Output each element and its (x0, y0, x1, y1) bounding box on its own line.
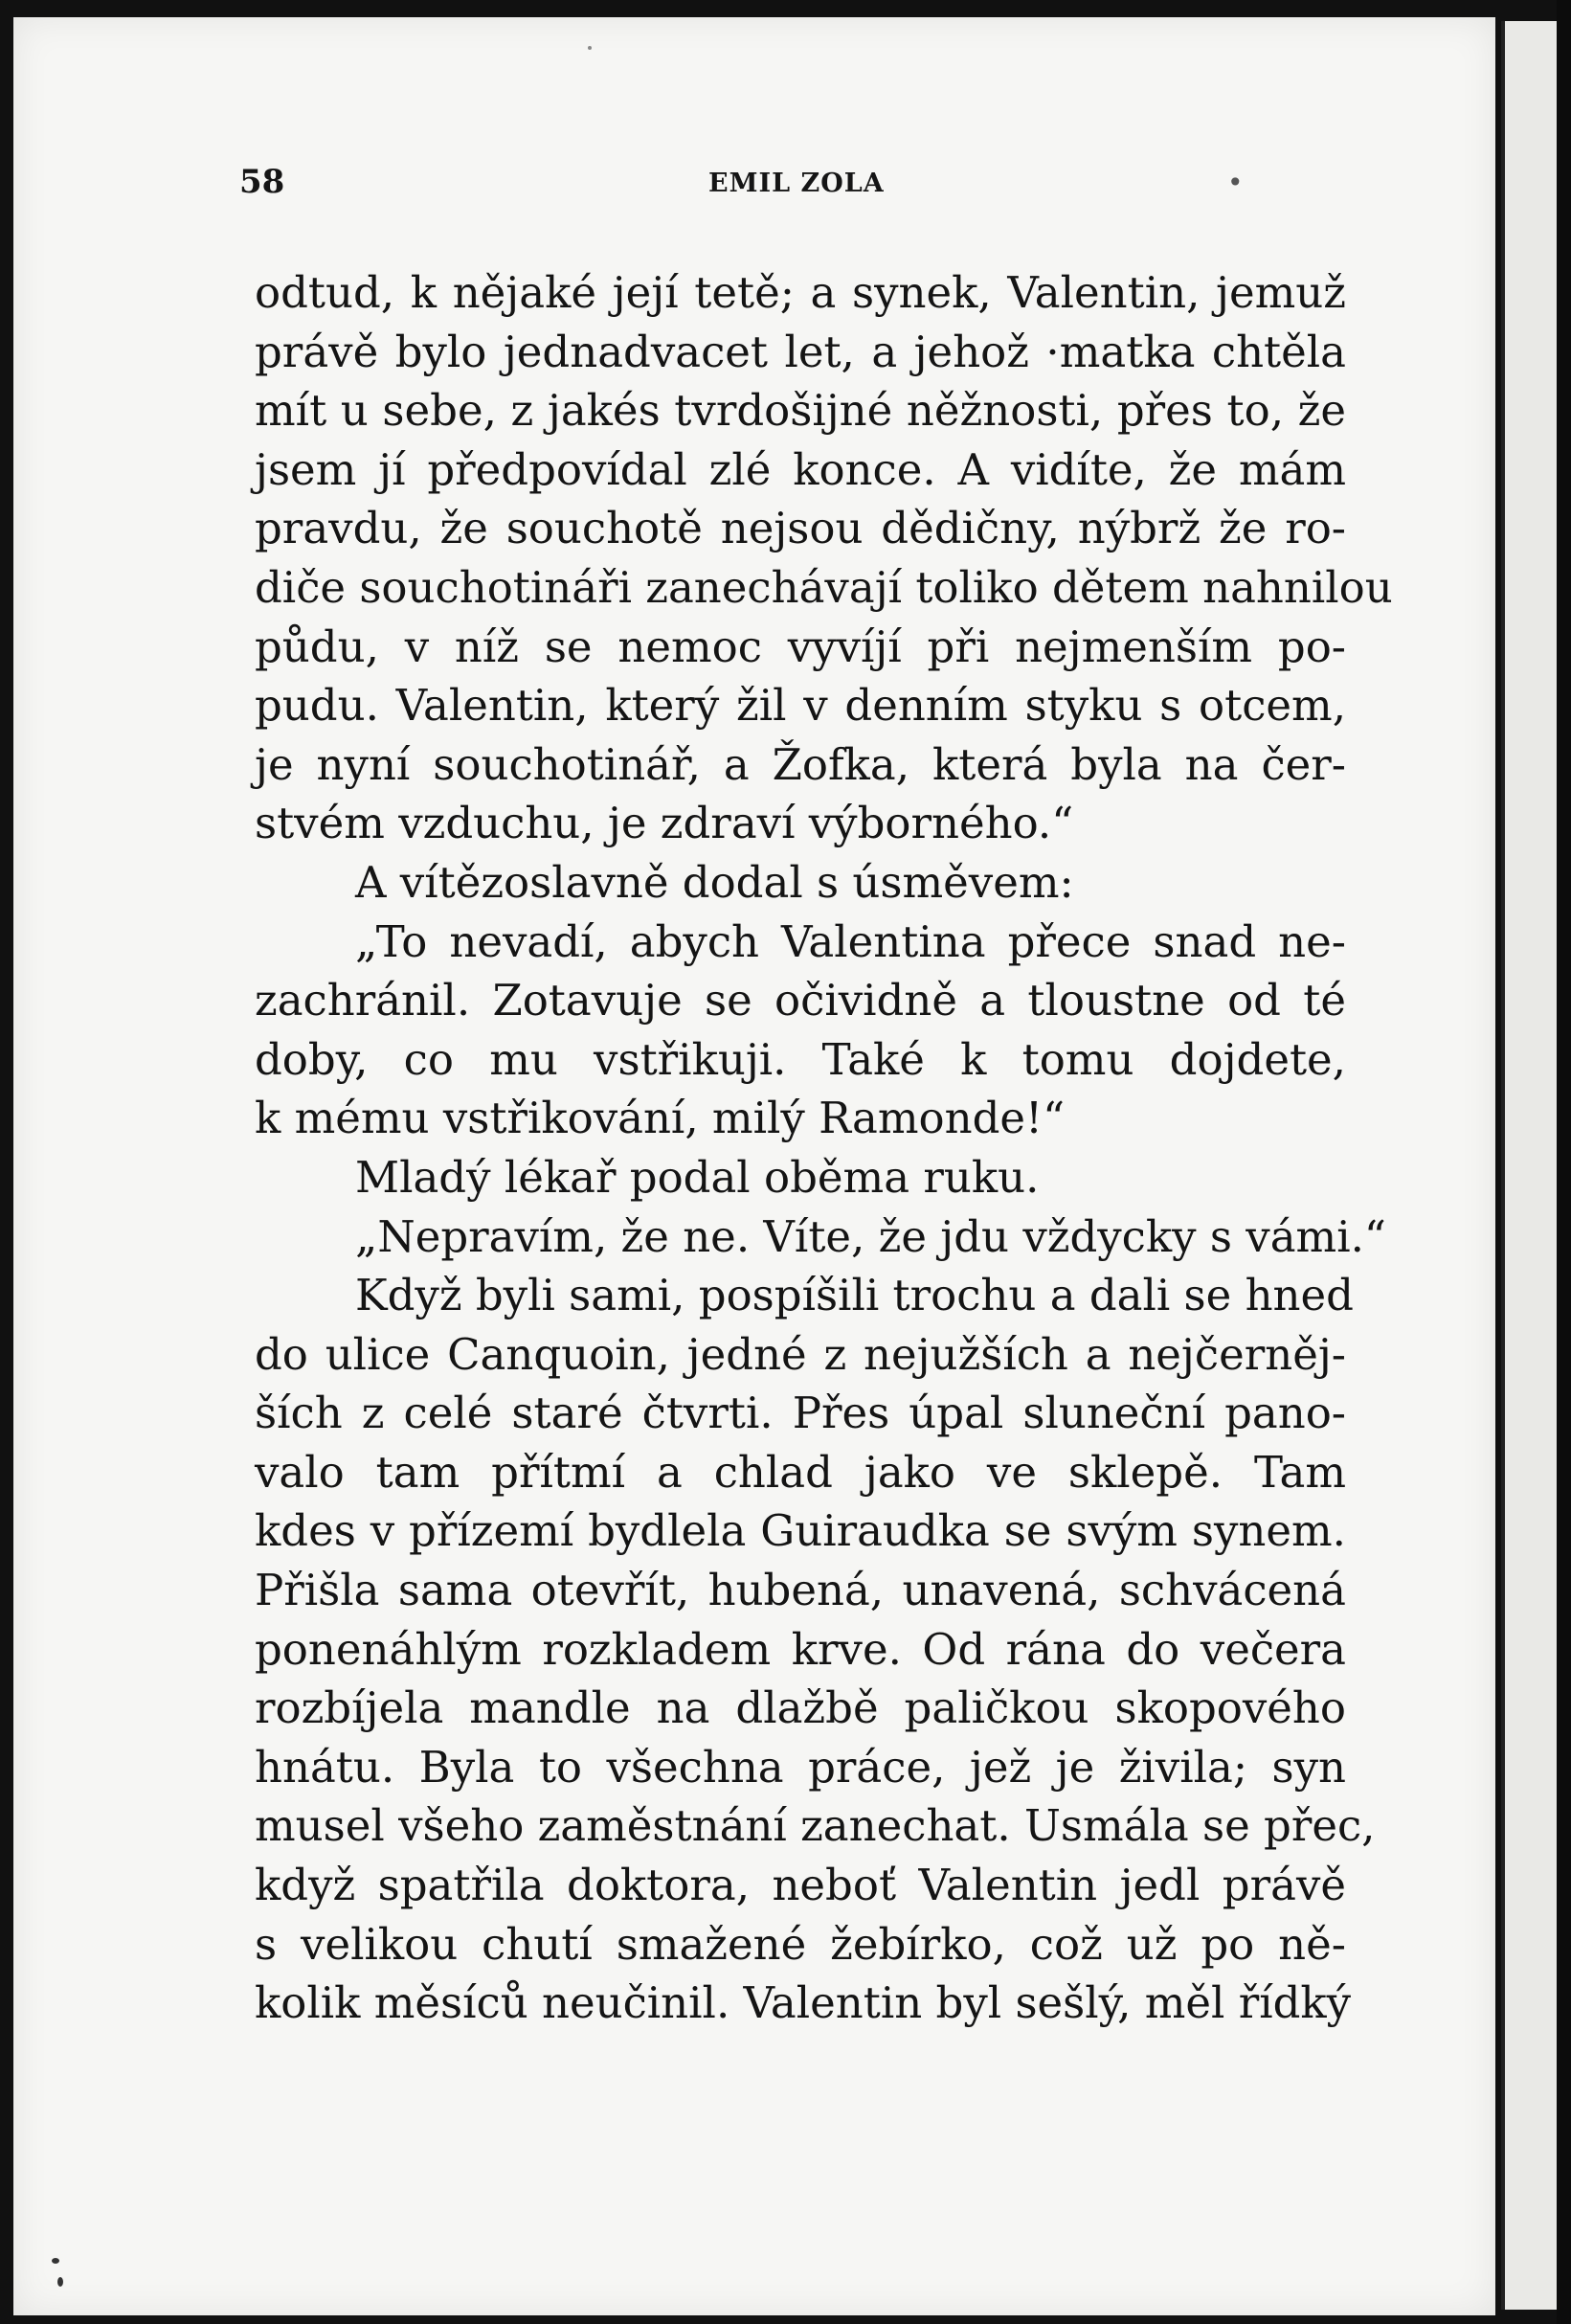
paper-speck (588, 46, 592, 50)
header-ornament: • (1227, 167, 1244, 198)
text-line: Přišla sama otevřít, hubená, unavená, schvácená (255, 1565, 1346, 1616)
paper-speck (57, 2277, 63, 2287)
paper-speck (52, 2258, 59, 2264)
text-line: Mladý lékař podal oběma ruku. (355, 1151, 1040, 1203)
text-line: rozbíjela mandle na dlažbě paličkou skopového (255, 1682, 1346, 1734)
text-line: Když byli sami, pospíšili trochu a dali se hned (355, 1270, 1354, 1321)
scan-border (1557, 0, 1571, 2324)
text-line: s velikou chutí smažené žebírko, což už po ně- (255, 1918, 1346, 1970)
text-line: A vítězoslavně dodal s úsměvem: (355, 856, 1074, 908)
text-line: diče souchotináři zanechávají toliko dětem nahnilou (255, 561, 1393, 613)
text-line: zachránil. Zotavuje se očividně a tloustne od té (255, 975, 1346, 1027)
text-line: jsem jí předpovídal zlé konce. A vidíte, že mám (255, 443, 1346, 495)
text-line: kdes v přízemí bydlela Guiraudka se svým synem. (255, 1505, 1346, 1557)
facing-page-edge (1501, 21, 1562, 2310)
page-number: 58 (239, 163, 285, 201)
running-head: EMIL ZOLA (708, 169, 885, 198)
text-line: hnátu. Byla to všechna práce, jež je živila; syn (255, 1741, 1346, 1793)
text-line: do ulice Canquoin, jedné z nejužších a nejčerněj- (255, 1328, 1346, 1380)
text-line: odtud, k nějaké její tetě; a synek, Valentin, jemuž (255, 267, 1346, 318)
text-line: ších z celé staré čtvrti. Přes úpal sluneční pano- (255, 1388, 1346, 1439)
text-line: valo tam přítmí a chlad jako ve sklepě. Tam (255, 1446, 1346, 1498)
text-line: mít u sebe, z jakés tvrdošijné něžnosti, přes to, že (255, 385, 1346, 437)
page-header (239, 163, 1283, 211)
text-line: doby, co mu vstřikuji. Také k tomu dojdete, (255, 1033, 1346, 1085)
text-line: kolik měsíců neučinil. Valentin byl sešlý, měl řídký (255, 1977, 1352, 2029)
text-line: je nyní souchotinář, a Žofka, která byla na čer- (255, 738, 1346, 790)
body-text (255, 263, 1393, 2033)
text-line: „Nepravím, že ne. Víte, že jdu vždycky s vámi.“ (355, 1210, 1386, 1262)
text-line: „To nevadí, abych Valentina přece snad ne- (355, 915, 1346, 967)
text-line: půdu, v níž se nemoc vyvíjí při nejmenším po- (255, 620, 1346, 672)
text-line: ponenáhlým rozkladem krve. Od rána do večera (255, 1623, 1346, 1675)
text-line: když spatřila doktora, neboť Valentin jedl právě (255, 1860, 1346, 1911)
text-line: musel všeho zaměstnání zanechat. Usmála se přec, (255, 1800, 1376, 1852)
text-line: pravdu, že souchotě nejsou dědičny, nýbrž že ro- (255, 503, 1346, 554)
text-line: právě bylo jednadvacet let, a jehož ·matka chtěla (255, 326, 1346, 377)
text-line: pudu. Valentin, který žil v denním styku s otcem, (255, 680, 1346, 732)
text-line: stvém vzduchu, je zdraví výborného.“ (255, 798, 1074, 849)
text-line: k mému vstřikování, milý Ramonde!“ (255, 1093, 1066, 1144)
